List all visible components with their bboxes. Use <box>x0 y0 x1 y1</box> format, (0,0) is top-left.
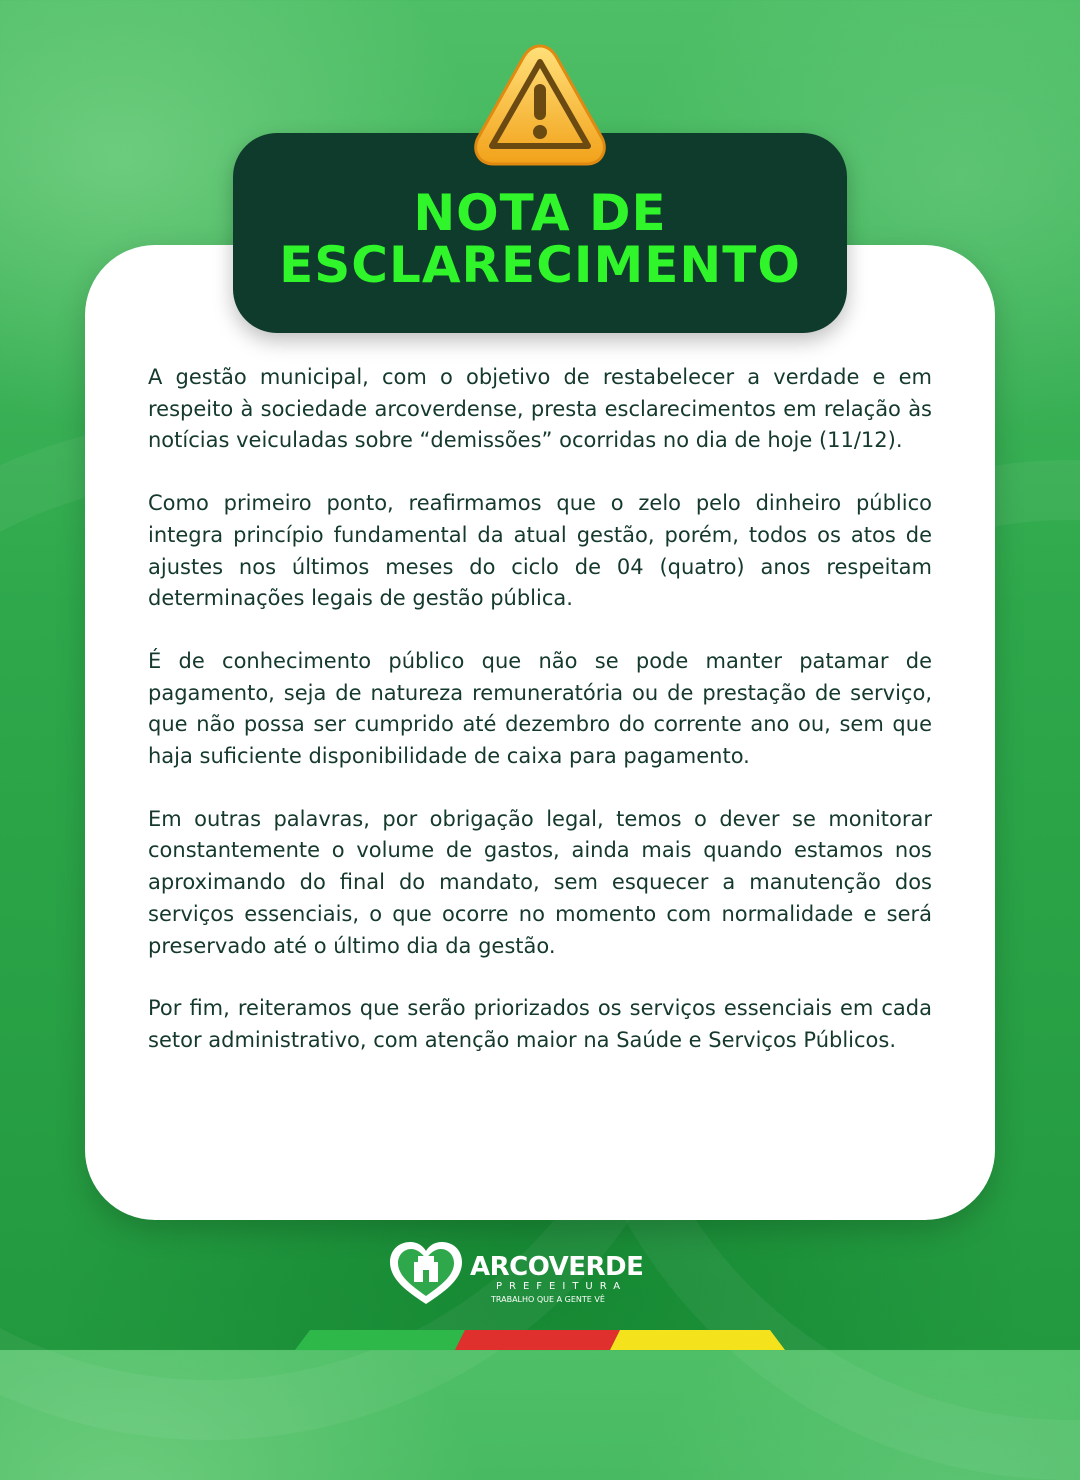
paragraph-5: Por fim, reiteramos que serão priorizados os serviços essenciais em cada setor administrativo, com atenção maior na Saúde e Serviços Públicos. <box>148 996 932 1052</box>
clarification-text <box>148 362 932 1088</box>
stripe-yellow <box>610 1330 785 1350</box>
color-stripes <box>0 1330 1080 1350</box>
warning-icon <box>470 40 610 172</box>
heart-crest-icon <box>388 1240 464 1306</box>
stripe-green <box>295 1330 465 1350</box>
paragraph-1: A gestão municipal, com o objetivo de restabelecer a verdade e em respeito à sociedade arcoverdense, presta esclarecimentos em relação às notícias veiculadas sobre “demissões” ocorridas no dia de hoje (11/12). <box>148 365 932 453</box>
prefeitura-logo <box>388 1240 644 1306</box>
page-title-line-2: ESCLARECIMENTO <box>279 236 801 294</box>
logo-subtitle: PREFEITURA <box>496 1281 628 1292</box>
logo-slogan: TRABALHO QUE A GENTE VÊ <box>491 1295 605 1304</box>
page-title-line-1: NOTA DE <box>413 184 667 242</box>
paragraph-3: É de conhecimento público que não se pode manter patamar de pagamento, seja de natureza remuneratória ou de prestação de serviço, que não possa ser cumprido até dezembro do corrente ano ou, sem que haja suficiente disponibilidade de caixa para pagamento. <box>148 648 932 769</box>
paragraph-2: Como primeiro ponto, reafirmamos que o zelo pelo dinheiro público integra princípio fundamental da atual gestão, porém, todos os atos de ajustes nos últimos meses do ciclo de 04 (quatro) anos respeitam determinações legais de gestão pública. <box>148 491 932 611</box>
logo-name: ARCOVERDE <box>470 1252 644 1282</box>
paragraph-4: Em outras palavras, por obrigação legal, temos o dever se monitorar constantemente o volume de gastos, ainda mais quando estamos nos aproximando do final do mandato, sem esquecer a manutenção dos serviços essenciais, o que ocorre no momento com normalidade e será preservado até o último dia da gestão. <box>148 806 932 958</box>
stripe-red <box>455 1330 620 1350</box>
